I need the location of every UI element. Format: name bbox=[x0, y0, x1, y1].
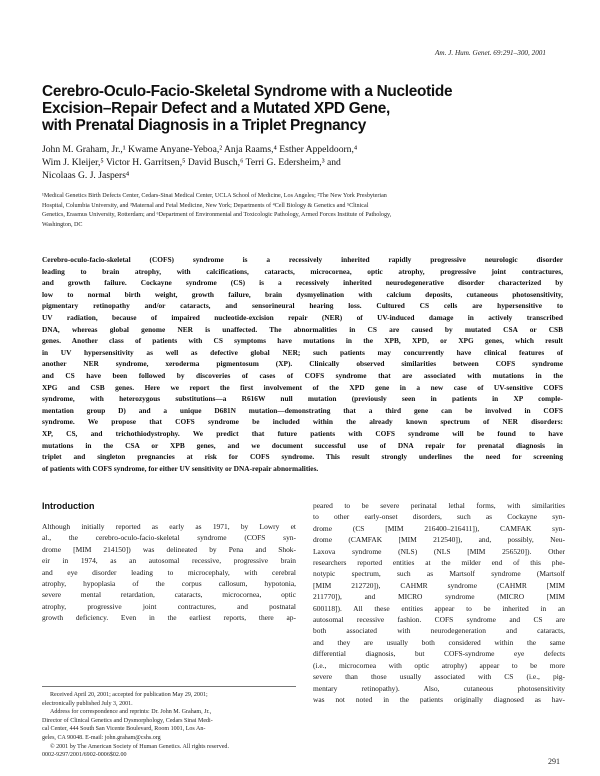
body-line: drome (CS [MIM 216400–216411]), CAMFAK syn- bbox=[313, 523, 565, 533]
footnote-line: © 2001 by The American Society of Human Genetics. All rights reserved. bbox=[50, 743, 229, 750]
author-line: Nicolaas G. J. Jaspers⁴ bbox=[42, 170, 130, 181]
section-heading-introduction: Introduction bbox=[42, 501, 95, 511]
abstract-line: mentation group D) and a unique D681N mutation—demonstrating that a third gene can be involved in COFS bbox=[42, 405, 563, 415]
journal-reference: Am. J. Hum. Genet. 69:291–300, 2001 bbox=[435, 49, 546, 57]
affiliation-line: Genetics, Erasmus University, Rotterdam; and ⁶Department of Environmental and Toxicologic Pathology, Armed Forces Institute of Pathology, bbox=[42, 212, 392, 219]
footnote-line: Received April 20, 2001; accepted for publication May 29, 2001; bbox=[50, 692, 208, 698]
footnote-block bbox=[42, 691, 296, 760]
left-column-body bbox=[42, 521, 296, 624]
abstract-line: syndrome, with heterozygous substitutions—a R616W null mutation (previously seen in patients in XP comple- bbox=[42, 394, 563, 404]
title-line: Cerebro-Oculo-Facio-Skeletal Syndrome with a Nucleotide bbox=[42, 83, 453, 100]
abstract-line: syndrome. We propose that COFS syndrome be included within the already known spectrum of NER disorders: bbox=[42, 417, 563, 427]
title-line: Excision–Repair Defect and a Mutated XPD Gene, bbox=[42, 100, 390, 118]
body-line: atrophy, hypoplasia of the corpus callosum, hypotonia, bbox=[42, 579, 296, 589]
body-line: eir in 1974, as an autosomal recessive, progressive brain bbox=[42, 556, 296, 566]
footnote-line: 0002-9297/2001/6902-0006$02.00 bbox=[42, 752, 127, 759]
author-line: John M. Graham, Jr.,¹ Kwame Anyane-Yeboa,² Anja Raams,⁴ Esther Appeldoorn,⁴ bbox=[42, 144, 358, 155]
right-column-body bbox=[313, 500, 565, 705]
abstract-line: triplet and singleton pregnancies at risk for COFS syndrome. This result strongly underlines the need for screening bbox=[42, 452, 563, 462]
title-line: with Prenatal Diagnosis in a Triplet Pregnancy bbox=[42, 117, 367, 135]
footnote-divider bbox=[42, 686, 296, 687]
body-line: (i.e., microcornea with optic atrophy) appear to be more bbox=[313, 660, 565, 670]
footnote-line: geles, CA 90048. E-mail: john.graham@cshs.org bbox=[42, 734, 161, 741]
footnote-line: electronically published July 3, 2001. bbox=[42, 700, 133, 707]
affiliations bbox=[42, 192, 562, 230]
abstract-line: in UV hypersensitivity as well as defective global NER; such patients may concurrently have clinical features of bbox=[42, 347, 563, 357]
abstract-line: XP, CS, and trichothiodystrophy. We predict that future patients with COFS syndrome will be found to have bbox=[42, 428, 563, 438]
body-line: drome [MIM 214150]) was delineated by Pena and Shok- bbox=[42, 544, 296, 554]
body-line: 211770]), and MICRO syndrome (MICRO [MIM bbox=[313, 592, 565, 602]
body-line: [MIM 212720]), CAHMR syndrome (CAHMR [MIM bbox=[313, 580, 565, 590]
abstract-line: genes. Another class of patients with CS symptoms have mutations in the XPB, XPD, or XPG genes, which result bbox=[42, 336, 563, 346]
abstract-line: pigmentary retinopathy and/or cataracts, and sensorineural hearing loss. Cultured CS cells are hypersensitive to bbox=[42, 301, 563, 311]
affiliation-line: ¹Medical Genetics Birth Defects Center, Cedars-Sinai Medical Center, UCLA School of Medicine, Los Angeles; ²The New York Presbyterian bbox=[42, 193, 387, 199]
body-line: and eye disorder leading to microcephaly, with cerebral bbox=[42, 567, 296, 577]
abstract bbox=[42, 254, 563, 474]
body-line: severe mental retardation, cataracts, microcornea, optic bbox=[42, 590, 296, 600]
abstract-line: another NER syndrome, xeroderma pigmentosum (XP). Clinically observed similarities between COFS syndrome bbox=[42, 359, 563, 369]
body-line: researchers reported entities at the milder end of this phe- bbox=[313, 558, 565, 568]
footnote-line: cal Center, 444 South San Vicente Boulevard, Room 1001, Los An- bbox=[42, 726, 206, 733]
footnote-line: Address for correspondence and reprints: Dr. John M. Graham, Jr., bbox=[50, 709, 212, 716]
body-line: autosomal recessive fashion. COFS syndrome and CS are bbox=[313, 615, 565, 625]
body-line: to other early-onset disorders, such as Cockayne syn- bbox=[313, 512, 565, 522]
abstract-line: leading to brain atrophy, with calcifications, cataracts, microcornea, optic atrophy, progressive joint contractures, bbox=[42, 266, 563, 276]
author-list bbox=[42, 143, 542, 182]
body-line: both associated with neurodegeneration and cataracts, bbox=[313, 626, 565, 636]
body-line: 600118]). All these entities appear to be inherited in an bbox=[313, 603, 565, 613]
body-line: peared to be severe perinatal lethal forms, with similarities bbox=[313, 501, 565, 510]
abstract-line: low to normal birth weight, growth failure, brain dysmyelination with calcium deposits, cutaneous photosensitivity, bbox=[42, 289, 563, 299]
body-line: notypic spectrum, such as Martsolf syndrome (Martsolf bbox=[313, 569, 565, 579]
abstract-line: DNA, whereas global genome NER is unaffected. The abnormalities in CS are caused by mutated CSA or CSB bbox=[42, 324, 563, 334]
body-line: was not noted in the patients originally diagnosed as hav- bbox=[313, 694, 565, 704]
article-title bbox=[42, 83, 552, 135]
body-line: drome (CAMFAK [MIM 212540]), and, possibly, Neu- bbox=[313, 535, 565, 545]
abstract-line: of patients with COFS syndrome, for either UV sensitivity or DNA-repair abnormalities. bbox=[42, 463, 319, 473]
body-line: differential diagnosis, but COFS-syndrome eye defects bbox=[313, 649, 565, 659]
page-number: 291 bbox=[548, 757, 560, 766]
abstract-line: mutations in the CSA or XPB genes, and we document successful use of DNA repair for prenatal diagnosis in bbox=[42, 440, 563, 450]
footnote-line: Director of Clinical Genetics and Dysmorphology, Cedars Sinai Medi- bbox=[42, 717, 213, 724]
body-line: severe than those usually associated with CS (i.e., pig- bbox=[313, 672, 565, 682]
abstract-line: and growth failure. Cockayne syndrome (CS) is a recessively inherited neurodegenerative disorder characterized by bbox=[42, 278, 563, 288]
affiliation-line: Hospital, Columbia University, and ³Maternal and Fetal Medicine, New York; Departments of ⁴Cell Biology & Genetics and ⁵Clinical bbox=[42, 202, 369, 209]
body-line: mentary retinopathy). Also, cutaneous photosensitivity bbox=[313, 683, 565, 693]
body-line: atrophy, progressive joint contractures, and postnatal bbox=[42, 601, 296, 611]
body-line: Laxova syndrome (NLS) (NLS [MIM 256520]). Other bbox=[313, 546, 565, 556]
abstract-line: XPG and CSB genes. Here we report the first involvement of the XPD gene in a new case of UV-sensitive COFS bbox=[42, 382, 563, 392]
body-line: growth deficiency. Even in the earliest reports, there ap- bbox=[42, 613, 296, 623]
affiliation-line: Washington, DC bbox=[42, 221, 83, 228]
author-line: Wim J. Kleijer,⁵ Victor H. Garritsen,⁵ David Busch,⁶ Terri G. Edersheim,³ and bbox=[42, 157, 341, 168]
body-line: al., the cerebro-oculo-facio-skeletal syndrome (COFS syn- bbox=[42, 533, 296, 543]
body-line: and they are usually both considered within the same bbox=[313, 637, 565, 647]
abstract-line: UV radiation, because of impaired nucleotide-excision repair (NER) of UV-induced damage in actively transcribed bbox=[42, 312, 563, 322]
body-line: Although initially reported as early as 1971, by Lowry et bbox=[42, 522, 296, 531]
abstract-line: and CS have been followed by discoveries of cases of COFS syndrome that are associated with mutations in the bbox=[42, 370, 563, 380]
abstract-line: Cerebro-oculo-facio-skeletal (COFS) syndrome is a recessively inherited rapidly progressive neurologic disorder bbox=[42, 255, 563, 264]
